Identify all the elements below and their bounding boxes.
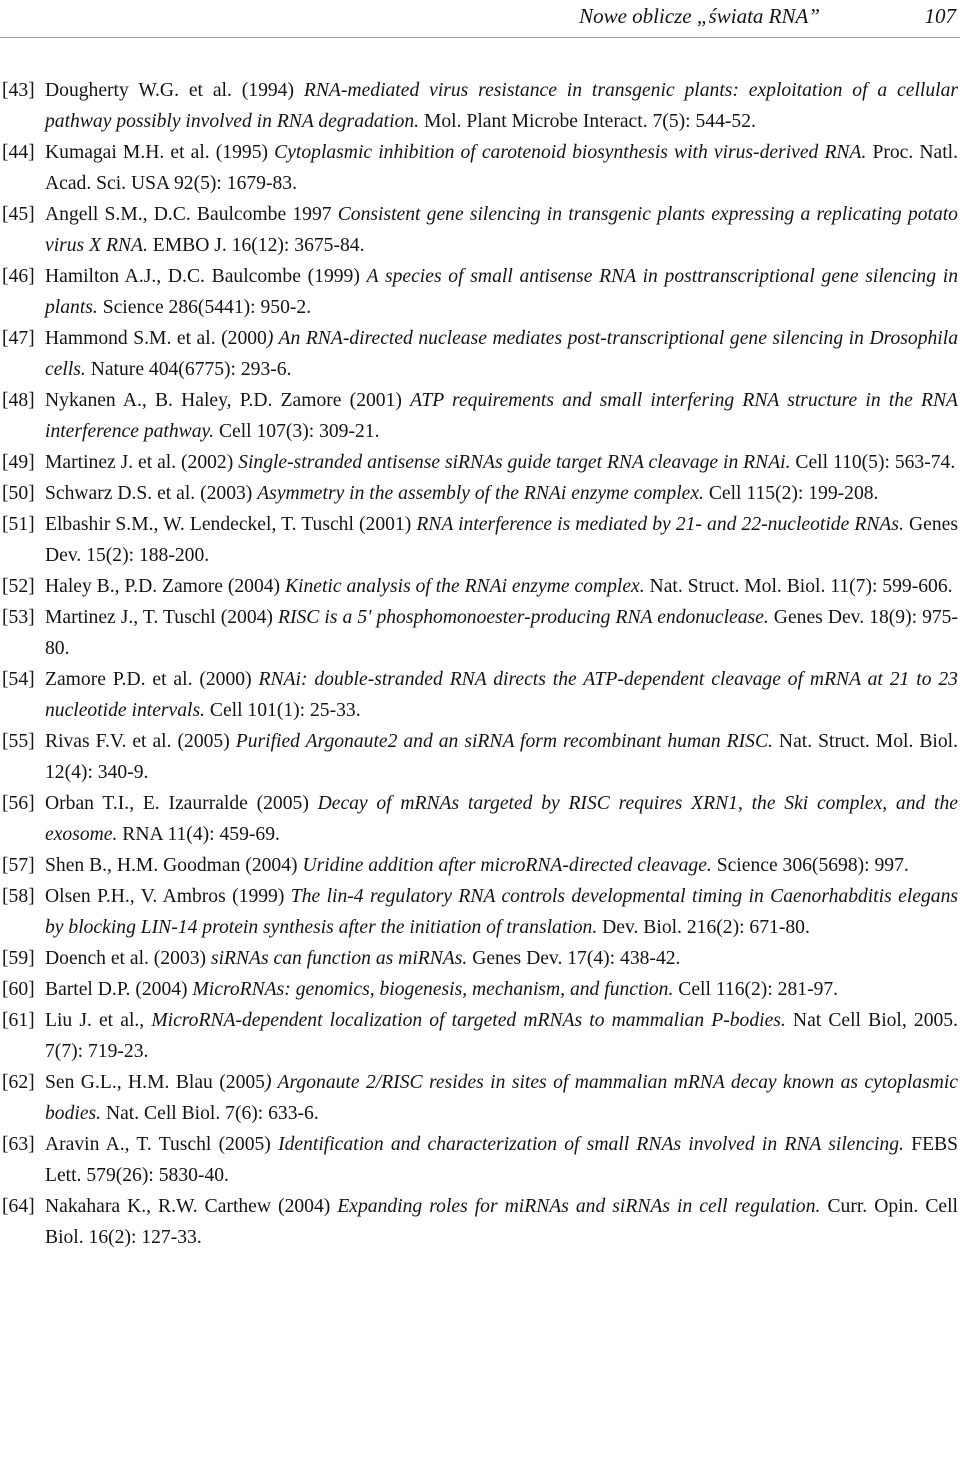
reference-title: RISC is a 5' phosphomonoester-producing RNA endonuclease. (278, 607, 769, 628)
reference-authors: Liu J. et al., (45, 1010, 152, 1031)
reference-item (0, 75, 958, 137)
reference-authors: Shen B., H.M. Goodman (2004) (45, 855, 303, 876)
reference-source: Dev. Biol. 216(2): 671-80. (597, 917, 810, 938)
reference-source: Proc. Natl. Acad. Sci. USA 92(5): 1679-83. (45, 142, 958, 194)
reference-authors: Nykanen A., B. Haley, P.D. Zamore (2001) (45, 390, 411, 411)
reference-title: siRNAs can function as miRNAs. (210, 948, 468, 969)
reference-item (0, 478, 958, 509)
reference-item (0, 1005, 958, 1067)
reference-item (0, 1191, 958, 1253)
reference-number: [59] (2, 948, 35, 969)
reference-item (0, 385, 958, 447)
reference-source: RNA 11(4): 459-69. (117, 824, 280, 845)
reference-number: [52] (2, 576, 35, 597)
reference-item (0, 1129, 958, 1191)
reference-number: [56] (2, 793, 35, 814)
reference-source: Cell 107(3): 309-21. (214, 421, 380, 442)
reference-item (0, 1067, 958, 1129)
reference-title: Kinetic analysis of the RNAi enzyme complex. (284, 576, 645, 597)
reference-number: [57] (2, 855, 35, 876)
reference-authors: Aravin A., T. Tuschl (2005) (45, 1134, 279, 1155)
reference-authors: Kumagai M.H. et al. (1995) (45, 142, 275, 163)
reference-list (0, 75, 958, 1253)
reference-title: ) An RNA-directed nuclease mediates post-transcriptional gene silencing in Drosophila cells. (45, 328, 958, 380)
reference-title: ) Argonaute 2/RISC resides in sites of mammalian mRNA decay known as cytoplasmic bodies. (45, 1072, 958, 1124)
reference-authors: Olsen P.H., V. Ambros (1999) (45, 886, 291, 907)
reference-source: Science 306(5698): 997. (711, 855, 909, 876)
reference-title: Single-stranded antisense siRNAs guide target RNA cleavage in RNAi. (238, 452, 791, 473)
reference-authors: Nakahara K., R.W. Carthew (2004) (45, 1196, 338, 1217)
reference-authors: Bartel D.P. (2004) (45, 979, 193, 1000)
reference-source: Genes Dev. 18(9): 975-80. (45, 607, 959, 659)
reference-item (0, 943, 958, 974)
reference-title: The lin-4 regulatory RNA controls developmental timing in Caenorhabditis elegans by blocking LIN-14 protein synthesis after the initiation of translation. (45, 886, 959, 938)
reference-number: [64] (2, 1196, 35, 1217)
running-title: Nowe oblicze „świata RNA” (579, 4, 820, 28)
reference-authors: Schwarz D.S. et al. (2003) (45, 483, 258, 504)
reference-number: [43] (2, 80, 35, 101)
reference-number: [58] (2, 886, 35, 907)
reference-source: Mol. Plant Microbe Interact. 7(5): 544-52. (419, 111, 756, 132)
reference-source: Cell 101(1): 25-33. (204, 700, 361, 721)
reference-title: Decay of mRNAs targeted by RISC requires XRN1, the Ski complex, and the exosome. (45, 793, 958, 845)
reference-item (0, 788, 958, 850)
reference-title: Asymmetry in the assembly of the RNAi enzyme complex. (257, 483, 704, 504)
reference-authors: Haley B., P.D. Zamore (2004) (45, 576, 285, 597)
reference-title: Purified Argonaute2 and an siRNA form recombinant human RISC. (235, 731, 773, 752)
reference-source: Nat Cell Biol, 2005. 7(7): 719-23. (45, 1010, 958, 1062)
reference-item (0, 509, 958, 571)
reference-authors: Orban T.I., E. Izaurralde (2005) (45, 793, 318, 814)
reference-source: Genes Dev. 17(4): 438-42. (467, 948, 681, 969)
reference-number: [45] (2, 204, 35, 225)
reference-item (0, 726, 958, 788)
reference-item (0, 137, 958, 199)
reference-source: Genes Dev. 15(2): 188-200. (45, 514, 958, 566)
reference-item (0, 602, 958, 664)
reference-source: Nat. Struct. Mol. Biol. 11(7): 599-606. (644, 576, 953, 597)
reference-number: [46] (2, 266, 35, 287)
reference-authors: Zamore P.D. et al. (2000) (45, 669, 259, 690)
reference-item (0, 571, 958, 602)
reference-source: Science 286(5441): 950-2. (97, 297, 312, 318)
reference-number: [47] (2, 328, 35, 349)
reference-source: Cell 115(2): 199-208. (703, 483, 879, 504)
reference-authors: Elbashir S.M., W. Lendeckel, T. Tuschl (2001) (45, 514, 417, 535)
reference-title: Cytoplasmic inhibition of carotenoid biosynthesis with virus-derived RNA. (274, 142, 867, 163)
header-rule (0, 37, 960, 38)
reference-title: Identification and characterization of small RNAs involved in RNA silencing. (278, 1134, 904, 1155)
reference-source: EMBO J. 16(12): 3675-84. (147, 235, 365, 256)
reference-item (0, 199, 958, 261)
reference-item (0, 881, 958, 943)
reference-authors: Sen G.L., H.M. Blau (2005 (45, 1072, 265, 1093)
reference-source: FEBS Lett. 579(26): 5830-40. (45, 1134, 959, 1186)
reference-source: Cell 110(5): 563-74. (790, 452, 956, 473)
reference-title: Expanding roles for miRNAs and siRNAs in cell regulation. (337, 1196, 821, 1217)
reference-title: MicroRNAs: genomics, biogenesis, mechanism, and function. (192, 979, 674, 1000)
reference-authors: Rivas F.V. et al. (2005) (45, 731, 236, 752)
reference-title: ATP requirements and small interfering RNA structure in the RNA interference pathway. (45, 390, 958, 442)
page-number: 107 (924, 4, 956, 28)
reference-number: [50] (2, 483, 35, 504)
reference-number: [53] (2, 607, 35, 628)
reference-authors: Doench et al. (2003) (45, 948, 211, 969)
reference-number: [54] (2, 669, 35, 690)
reference-source: Nat. Struct. Mol. Biol. 12(4): 340-9. (45, 731, 958, 783)
reference-source: Cell 116(2): 281-97. (673, 979, 839, 1000)
reference-number: [55] (2, 731, 35, 752)
reference-title: MicroRNA-dependent localization of targeted mRNAs to mammalian P-bodies. (151, 1010, 786, 1031)
reference-item (0, 974, 958, 1005)
reference-number: [51] (2, 514, 35, 535)
reference-item (0, 323, 958, 385)
reference-source: Nature 404(6775): 293-6. (85, 359, 292, 380)
reference-source: Nat. Cell Biol. 7(6): 633-6. (101, 1103, 319, 1124)
reference-authors: Dougherty W.G. et al. (1994) (45, 80, 304, 101)
reference-authors: Hammond S.M. et al. (2000 (45, 328, 267, 349)
reference-number: [63] (2, 1134, 35, 1155)
reference-item (0, 261, 958, 323)
reference-title: RNAi: double-stranded RNA directs the ATP-dependent cleavage of mRNA at 21 to 23 nucleotide intervals. (45, 669, 958, 721)
reference-item (0, 664, 958, 726)
reference-item (0, 447, 958, 478)
reference-title: A species of small antisense RNA in posttranscriptional gene silencing in plants. (45, 266, 958, 318)
reference-authors: Martinez J. et al. (2002) (45, 452, 239, 473)
reference-authors: Hamilton A.J., D.C. Baulcombe (1999) (45, 266, 367, 287)
reference-title: Uridine addition after microRNA-directed cleavage. (302, 855, 712, 876)
running-header (0, 0, 960, 36)
reference-title: RNA interference is mediated by 21- and 22-nucleotide RNAs. (416, 514, 904, 535)
reference-number: [49] (2, 452, 35, 473)
reference-number: [48] (2, 390, 35, 411)
reference-authors: Angell S.M., D.C. Baulcombe 1997 (45, 204, 338, 225)
reference-item (0, 850, 958, 881)
reference-source: Curr. Opin. Cell Biol. 16(2): 127-33. (45, 1196, 958, 1248)
reference-authors: Martinez J., T. Tuschl (2004) (45, 607, 279, 628)
reference-title: RNA-mediated virus resistance in transgenic plants: exploitation of a cellular pathway possibly involved in RNA degradation. (45, 80, 958, 132)
reference-title: Consistent gene silencing in transgenic plants expressing a replicating potato virus X RNA. (45, 204, 958, 256)
reference-number: [44] (2, 142, 35, 163)
reference-number: [62] (2, 1072, 35, 1093)
reference-number: [60] (2, 979, 35, 1000)
reference-number: [61] (2, 1010, 35, 1031)
